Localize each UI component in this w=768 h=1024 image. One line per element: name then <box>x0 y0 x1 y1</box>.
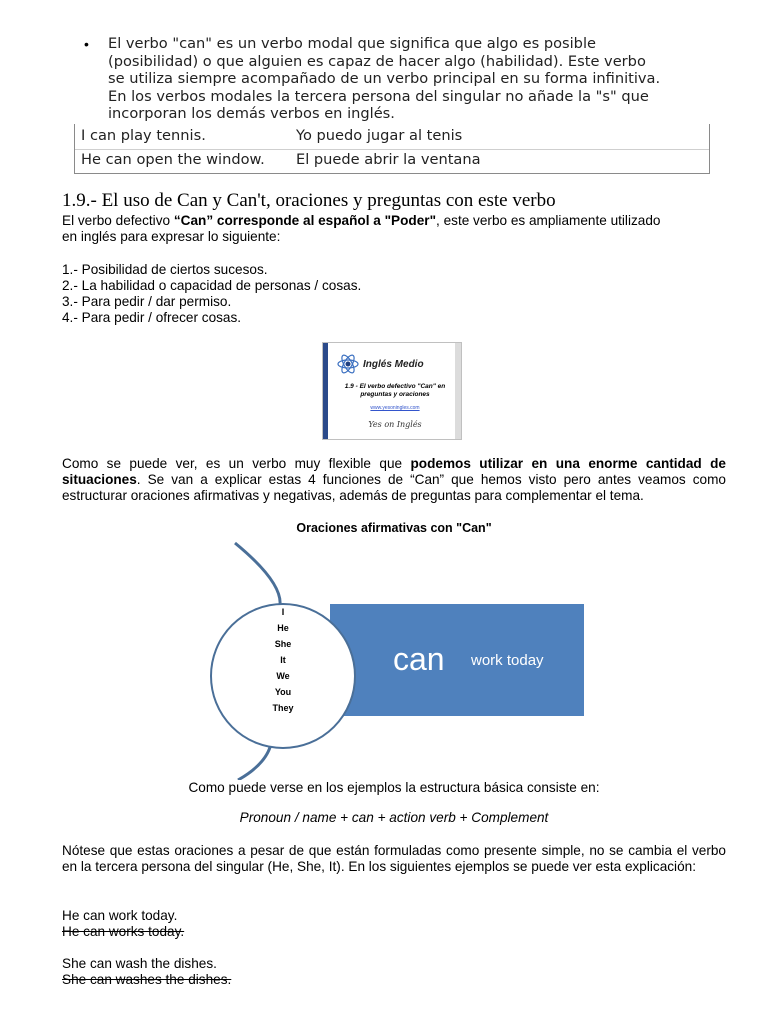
list-item: 1.- Posibilidad de ciertos sucesos. <box>62 262 268 277</box>
paragraph-bold-text: podemos utilizar en una enorme cantidad de situaciones <box>62 456 726 487</box>
intro-line: en inglés para expresar lo siguiente: <box>62 229 281 244</box>
modal-verb-description <box>108 35 708 123</box>
diagram-title: Oraciones afirmativas con "Can" <box>296 521 492 535</box>
complement-text: work today <box>471 652 544 669</box>
pronoun-label: I <box>281 607 285 617</box>
correct-example: She can wash the dishes. <box>62 956 217 971</box>
description-line: (posibilidad) o que alguien es capaz de hacer algo (habilidad). Este verbo <box>108 52 646 70</box>
list-item: 3.- Para pedir / dar permiso. <box>62 294 232 309</box>
list-item: 2.- La habilidad o capacidad de personas / cosas. <box>62 278 362 293</box>
upper-arc <box>235 543 280 614</box>
intro-text: , este verbo es ampliamente utilizado <box>436 213 661 228</box>
pronoun-label: It <box>280 655 286 665</box>
thumbnail-link[interactable]: www.yesoningles.com <box>370 405 420 411</box>
incorrect-example: She can washes the dishes. <box>62 972 232 987</box>
bullet-marker: • <box>84 36 89 52</box>
pronoun-label: She <box>274 639 292 649</box>
thumbnail-subtitle-line: 1.9 - El verbo defectivo "Can" en <box>344 383 446 390</box>
thumbnail-title: Inglés Medio <box>363 359 424 370</box>
intro-paragraph <box>62 213 726 245</box>
intro-bold-text: “Can” corresponde al español a "Poder" <box>173 213 437 228</box>
section-heading: 1.9.- El uso de Can y Can't, oraciones y preguntas con este verbo <box>62 190 556 211</box>
pronoun-label: They <box>272 703 294 713</box>
intro-text: El verbo defectivo <box>62 213 174 228</box>
note-paragraph: Nótese que estas oraciones a pesar de que están formuladas como presente simple, no se cambia el verbo en la tercera persona del singular (He, She, It). En los siguientes ejemplos se puede ver esta explicación: <box>62 843 726 874</box>
thumbnail-subtitle-line: preguntas y oraciones <box>360 391 430 398</box>
description-line: incorporan los demás verbos en inglés. <box>108 105 395 122</box>
lesson-thumbnail <box>322 342 462 440</box>
structure-intro: Como puede verse en los ejemplos la estructura básica consiste en: <box>188 780 600 795</box>
paragraph-text: Como se puede ver, es un verbo muy flexible que <box>62 456 411 471</box>
modal-word: can <box>393 641 445 677</box>
english-example: I can play tennis. <box>81 127 206 144</box>
structure-formula: Pronoun / name + can + action verb + Complement <box>239 810 549 825</box>
affirmative-diagram <box>200 540 600 780</box>
example-table <box>74 124 710 174</box>
list-item: 4.- Para pedir / ofrecer cosas. <box>62 310 242 325</box>
incorrect-example: He can works today. <box>62 924 185 939</box>
thumbnail-left-bar <box>323 343 328 439</box>
description-line: El verbo "can" es un verbo modal que significa que algo es posible <box>108 35 596 52</box>
description-line: se utiliza siempre acompañado de un verbo principal en su forma infinitiva. <box>108 70 661 87</box>
thumbnail-subtitle <box>333 383 457 399</box>
spanish-translation: Yo puedo jugar al tenis <box>296 127 463 144</box>
pronoun-label: You <box>274 687 292 697</box>
pronoun-label: He <box>277 623 289 633</box>
pronoun-label: We <box>276 671 290 681</box>
english-example: He can open the window. <box>81 151 265 168</box>
paragraph-text: . Se van a explicar estas 4 funciones de “Can” que hemos visto pero antes veamos como estructurar oraciones afirmativas y negativas, además de preguntas para complementar el tema. <box>62 472 726 503</box>
spanish-translation: El puede abrir la ventana <box>296 151 481 168</box>
table-row <box>75 148 709 172</box>
thumbnail-signature: Yes on Inglés <box>368 420 422 429</box>
correct-example: He can work today. <box>62 908 178 923</box>
description-line: En los verbos modales la tercera persona del singular no añade la "s" que <box>108 87 649 105</box>
intro-line <box>62 213 726 229</box>
atom-icon <box>337 353 359 375</box>
flexibility-paragraph <box>62 456 726 504</box>
table-row <box>75 124 709 148</box>
